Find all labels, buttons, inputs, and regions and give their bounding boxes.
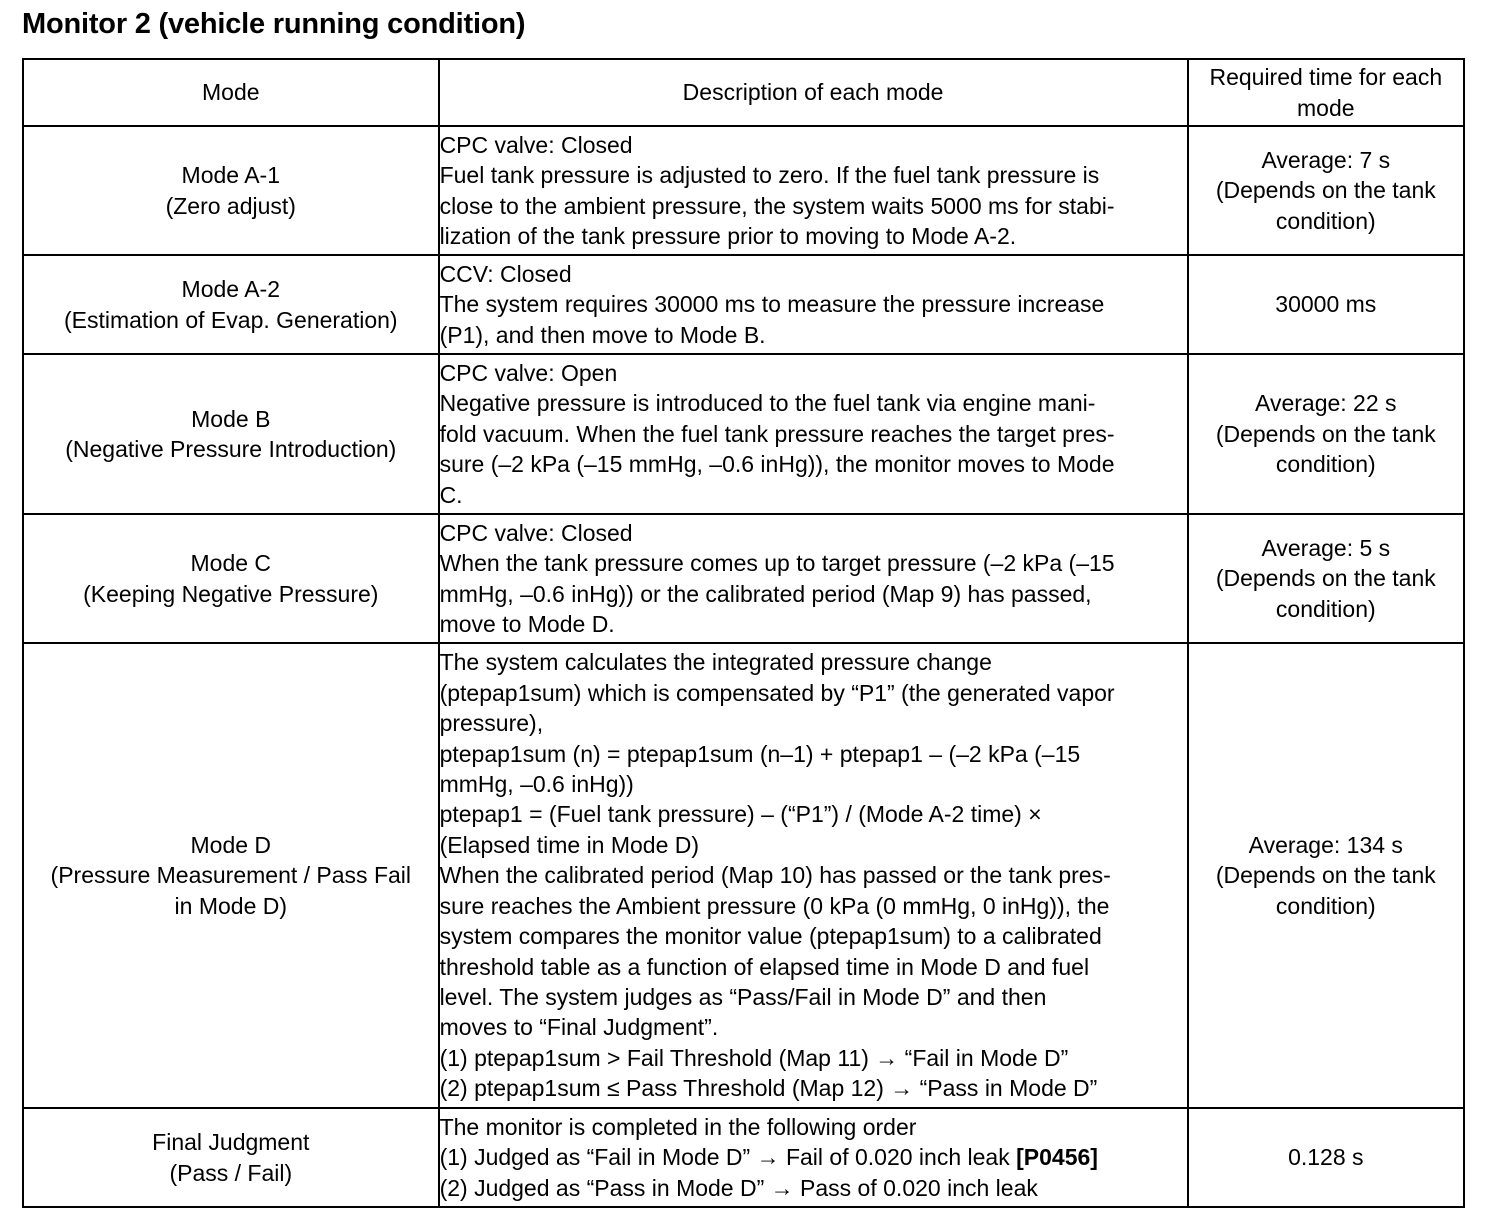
description-line: level. The system judges as “Pass/Fail in Mode D” and then [439,983,1047,1010]
time-cell [1188,126,1464,255]
description-cell [439,255,1188,354]
mode-subtitle: (Negative Pressure Introduction) [65,436,397,462]
description-line: Fuel tank pressure is adjusted to zero. If the fuel tank pressure is [439,162,1100,189]
description-line: The monitor is completed in the following order [439,1113,917,1140]
mode-name: Mode A-2 [181,276,280,303]
description-text: (1) Judged as “Fail in Mode D” → Fail of 0.020 inch leak [439,1144,1017,1171]
description-cell [439,126,1188,255]
table-row [23,514,1464,643]
description-line: mmHg, –0.6 inHg)) or the calibrated period (Map 9) has passed, [439,580,1092,607]
time-line: (Depends on the tank [1215,862,1436,889]
time-line: 30000 ms [1275,291,1377,318]
mode-name: Mode A-1 [181,162,280,189]
description-line: threshold table as a function of elapsed time in Mode D and fuel [439,953,1090,980]
description-line: (1) ptepap1sum > Fail Threshold (Map 11) → “Fail in Mode D” [439,1044,1069,1071]
mode-subtitle: in Mode D) [174,892,288,919]
time-cell [1188,255,1464,354]
time-line: (Depends on the tank [1215,420,1436,447]
description-cell [439,514,1188,643]
mode-cell [23,126,439,255]
header-row [23,59,1464,126]
header-description: Description of each mode [439,59,1188,126]
description-line: pressure), [439,710,544,737]
description-line: CCV: Closed [439,260,572,287]
time-cell [1188,1108,1464,1207]
time-line: condition) [1275,207,1376,234]
mode-subtitle: (Estimation of Evap. Generation) [63,306,398,333]
time-line: Average: 5 s [1261,534,1391,561]
description-cell [439,354,1188,514]
table-row [23,126,1464,255]
time-line: Average: 7 s [1261,146,1391,173]
mode-subtitle: (Keeping Negative Pressure) [83,580,379,607]
time-line: Average: 134 s [1248,831,1403,858]
description-line: Negative pressure is introduced to the fuel tank via engine mani- [439,390,1096,417]
mode-cell [23,1108,439,1207]
header-time-line: Required time for each [1209,64,1443,91]
description-line: CPC valve: Closed [439,131,633,158]
description-line: C. [439,481,463,508]
monitor-table [22,58,1465,1208]
description-line: (P1), and then move to Mode B. [439,321,766,348]
description-line: (2) Judged as “Pass in Mode D” → Pass of 0.020 inch leak [439,1174,1038,1201]
description-line: The system requires 30000 ms to measure the pressure increase [439,291,1105,318]
time-line: Average: 22 s [1255,390,1397,417]
description-line: (2) ptepap1sum ≤ Pass Threshold (Map 12) → “Pass in Mode D” [439,1075,1098,1102]
description-line: When the calibrated period (Map 10) has passed or the tank pres- [439,862,1111,889]
mode-subtitle: (Pressure Measurement / Pass Fail [50,862,411,889]
table-row [23,643,1464,1108]
description-line: lization of the tank pressure prior to moving to Mode A-2. [439,222,1017,249]
mode-cell [23,643,439,1108]
table-row [23,255,1464,354]
description-line: (Elapsed time in Mode D) [439,831,700,858]
description-cell [439,1108,1188,1207]
description-line: mmHg, –0.6 inHg)) [439,771,634,798]
description-line: The system calculates the integrated pressure change [439,649,992,676]
header-mode: Mode [23,59,439,126]
description-line: sure reaches the Ambient pressure (0 kPa (0 mmHg, 0 inHg)), the [439,892,1110,919]
description-line: CPC valve: Open [439,359,618,386]
description-line: close to the ambient pressure, the system waits 5000 ms for stabi- [439,192,1115,219]
mode-name: Mode B [191,405,271,432]
description-line: ptepap1 = (Fuel tank pressure) – (“P1”) / (Mode A-2 time) × [439,801,1042,828]
description-line: move to Mode D. [439,610,615,637]
description-line: (ptepap1sum) which is compensated by “P1” (the generated vapor [439,679,1115,706]
dtc-code: [P0456] [1016,1144,1098,1171]
time-line: condition) [1275,595,1376,622]
description-line: sure (–2 kPa (–15 mmHg, –0.6 inHg)), the monitor moves to Mode [439,451,1115,478]
mode-name: Final Judgment [152,1129,310,1156]
mode-name: Mode D [190,831,272,858]
mode-subtitle: (Zero adjust) [165,192,296,219]
mode-cell [23,354,439,514]
header-required-time [1188,59,1464,126]
time-line: 0.128 s [1288,1144,1364,1171]
table-row [23,354,1464,514]
table-row [23,1108,1464,1207]
time-line: condition) [1275,892,1376,919]
time-line: (Depends on the tank [1215,565,1436,592]
description-line: fold vacuum. When the fuel tank pressure reaches the target pres- [439,420,1115,447]
time-cell [1188,643,1464,1108]
description-line: ptepap1sum (n) = ptepap1sum (n–1) + ptepap1 – (–2 kPa (–15 [439,740,1081,767]
description-line: CPC valve: Closed [439,519,633,546]
mode-cell [23,514,439,643]
description-line [440,1142,1187,1172]
time-line: (Depends on the tank [1215,177,1436,204]
description-line: When the tank pressure comes up to target pressure (–2 kPa (–15 [439,550,1115,577]
page-title: Monitor 2 (vehicle running condition) [22,8,526,40]
description-line: system compares the monitor value (ptepap1sum) to a calibrated [439,923,1102,950]
description-cell [439,643,1188,1108]
mode-name: Mode C [190,550,272,577]
time-cell [1188,354,1464,514]
time-cell [1188,514,1464,643]
time-line: condition) [1275,451,1376,478]
mode-cell [23,255,439,354]
description-line: moves to “Final Judgment”. [439,1014,719,1041]
header-time-line: mode [1297,94,1355,121]
mode-subtitle: (Pass / Fail) [169,1159,293,1186]
